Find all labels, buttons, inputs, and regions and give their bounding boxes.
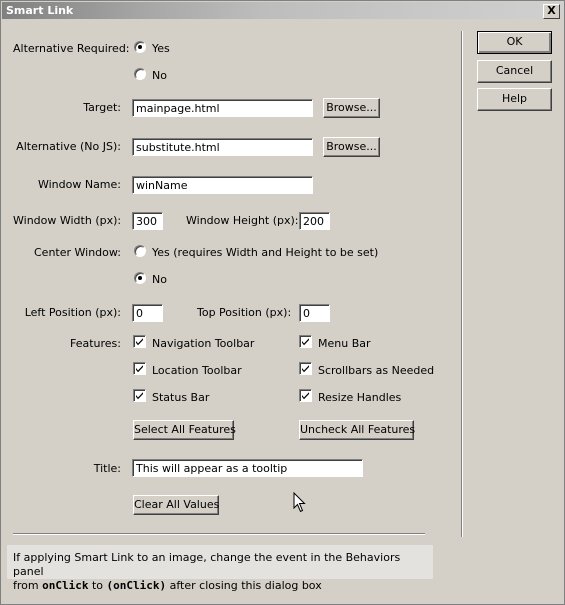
- window-width-label: Window Width (px):: [13, 214, 122, 227]
- close-icon: X: [547, 4, 556, 17]
- alternative-required-yes-label: Yes: [152, 42, 170, 55]
- close-button[interactable]: [543, 4, 560, 19]
- note-event-onclick: onClick: [42, 579, 89, 592]
- title-bar: [2, 2, 563, 19]
- checkmark-icon: [135, 391, 144, 400]
- top-position-input[interactable]: 0: [299, 304, 330, 322]
- clear-all-values-button[interactable]: Clear All Values: [133, 495, 219, 515]
- ok-button[interactable]: OK: [477, 31, 552, 54]
- help-button[interactable]: Help: [477, 88, 552, 111]
- select-all-features-button[interactable]: Select All Features: [133, 420, 234, 440]
- alternative-required-yes-radio[interactable]: [134, 41, 146, 53]
- uncheck-all-features-button[interactable]: Uncheck All Features: [299, 420, 414, 440]
- menu-bar-checkbox[interactable]: [299, 335, 312, 348]
- window-height-label: Window Height (px):: [186, 214, 299, 227]
- resize-handles-checkbox[interactable]: [299, 389, 312, 402]
- top-position-label: Top Position (px):: [197, 306, 292, 319]
- checkmark-icon: [301, 364, 310, 373]
- radio-selected-dot: [138, 276, 142, 280]
- left-position-label: Left Position (px):: [24, 306, 121, 319]
- alternative-required-label: Alternative Required:: [13, 42, 130, 55]
- location-toolbar-checkbox[interactable]: [133, 362, 146, 375]
- checkmark-icon: [301, 391, 310, 400]
- center-window-no-radio[interactable]: [134, 272, 146, 284]
- target-label: Target:: [83, 101, 121, 114]
- window-name-input[interactable]: winName: [132, 176, 313, 194]
- navigation-toolbar-checkbox[interactable]: [133, 335, 146, 348]
- center-window-yes-label: Yes (requires Width and Height to be set): [152, 246, 379, 259]
- vertical-divider: [461, 31, 463, 537]
- note-event-onclick-parens: (onClick): [106, 579, 167, 592]
- checkmark-icon: [135, 364, 144, 373]
- menu-bar-label: Menu Bar: [318, 337, 371, 350]
- status-bar-label: Status Bar: [152, 391, 210, 404]
- features-label: Features:: [69, 337, 121, 350]
- title-input[interactable]: This will appear as a tooltip: [132, 459, 363, 477]
- scrollbars-checkbox[interactable]: [299, 362, 312, 375]
- note-from-text: from: [13, 579, 39, 592]
- note-to-text: to: [91, 579, 104, 592]
- horizontal-divider: [13, 533, 425, 535]
- alternative-required-no-label: No: [152, 69, 167, 82]
- radio-selected-dot: [138, 45, 142, 49]
- checkmark-icon: [301, 337, 310, 346]
- mouse-pointer-icon: [293, 492, 307, 514]
- alternative-input[interactable]: substitute.html: [132, 138, 313, 156]
- resize-handles-label: Resize Handles: [318, 391, 402, 404]
- note-line-1: If applying Smart Link to an image, change the event in the Behaviors panel: [13, 551, 401, 578]
- location-toolbar-label: Location Toolbar: [152, 364, 242, 377]
- target-input[interactable]: mainpage.html: [132, 99, 313, 117]
- alternative-required-no-radio[interactable]: [134, 68, 146, 80]
- title-label: Title:: [93, 462, 121, 475]
- status-bar-checkbox[interactable]: [133, 389, 146, 402]
- center-window-no-label: No: [152, 273, 167, 286]
- scrollbars-label: Scrollbars as Needed: [318, 364, 435, 377]
- window-height-input[interactable]: 200: [299, 212, 330, 230]
- help-note: [7, 545, 433, 592]
- alternative-label: Alternative (No JS):: [16, 140, 121, 153]
- dialog-title: Smart Link: [6, 4, 74, 17]
- target-browse-button[interactable]: Browse...: [323, 98, 380, 118]
- left-position-input[interactable]: 0: [132, 304, 163, 322]
- checkmark-icon: [135, 337, 144, 346]
- navigation-toolbar-label: Navigation Toolbar: [152, 337, 255, 350]
- window-width-input[interactable]: 300: [132, 212, 163, 230]
- center-window-yes-radio[interactable]: [134, 245, 146, 257]
- center-window-label: Center Window:: [34, 246, 121, 259]
- window-name-label: Window Name:: [37, 178, 121, 191]
- note-line-2: [13, 579, 433, 593]
- cancel-button[interactable]: Cancel: [477, 60, 552, 83]
- note-after-text: after closing this dialog box: [169, 579, 322, 592]
- alternative-browse-button[interactable]: Browse...: [323, 137, 380, 157]
